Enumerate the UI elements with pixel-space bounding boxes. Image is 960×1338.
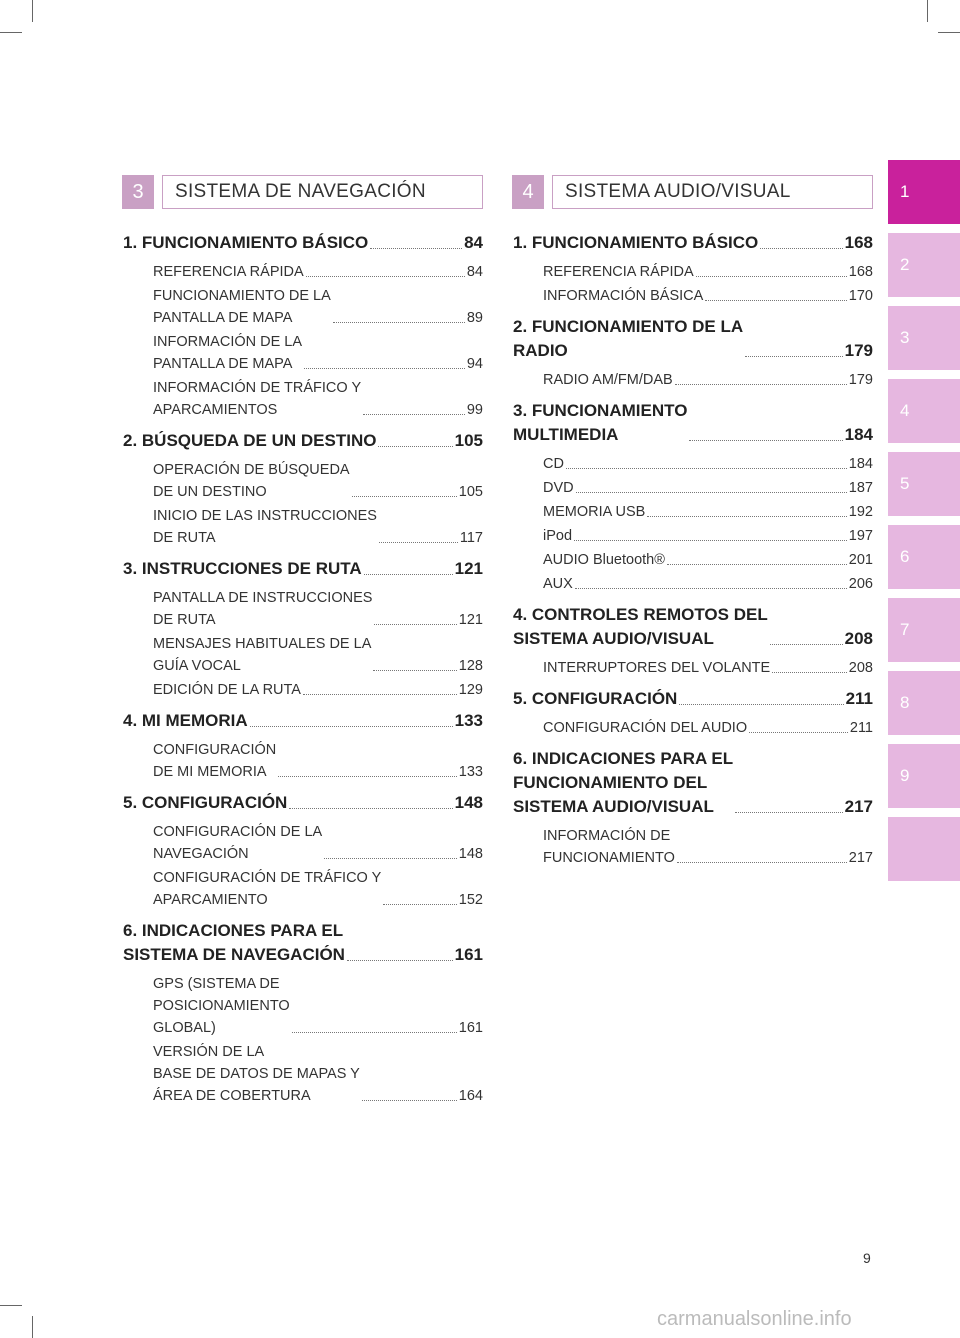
item-title: AUX — [543, 576, 573, 592]
toc-subitems — [123, 261, 483, 421]
item-title: CONFIGURACIÓN DEL AUDIO — [543, 720, 748, 736]
toc-chapter[interactable] — [513, 399, 873, 447]
chapter-page: 184 — [844, 425, 873, 444]
chapter-page: 179 — [844, 341, 873, 360]
item-page: 211 — [849, 720, 873, 736]
chapter-page: 211 — [845, 689, 873, 708]
toc-subitems — [513, 717, 873, 739]
item-title: REFERENCIA RÁPIDA — [543, 264, 694, 280]
chapter-tab[interactable]: 8 — [888, 671, 960, 735]
toc-chapter[interactable] — [513, 603, 873, 651]
crop-mark — [938, 32, 960, 33]
item-title: FUNCIONAMIENTO DE LA PANTALLA DE MAPA — [153, 288, 331, 326]
toc-item[interactable] — [153, 633, 483, 677]
toc-item[interactable] — [153, 505, 483, 549]
toc-item[interactable] — [543, 825, 873, 869]
leader-dots — [696, 276, 847, 277]
toc-item[interactable] — [543, 573, 873, 595]
chapter-page: 84 — [464, 233, 483, 252]
section-number: 4 — [512, 175, 544, 209]
toc-item[interactable] — [153, 459, 483, 503]
toc-item[interactable] — [153, 261, 483, 283]
chapter-page: 148 — [454, 793, 483, 812]
toc-item[interactable] — [153, 331, 483, 375]
leader-dots — [689, 440, 842, 441]
chapter-page: 161 — [454, 945, 483, 964]
item-title: INICIO DE LAS INSTRUCCIONES DE RUTA — [153, 508, 377, 546]
leader-dots — [745, 356, 842, 357]
item-page: 161 — [458, 1020, 483, 1036]
item-page: 192 — [848, 504, 873, 520]
item-title: CONFIGURACIÓN DE MI MEMORIA — [153, 742, 277, 780]
leader-dots — [679, 704, 843, 705]
item-page: 184 — [848, 456, 873, 472]
item-page: 94 — [466, 356, 483, 372]
leader-dots — [383, 904, 457, 905]
item-page: 164 — [458, 1088, 483, 1104]
toc-subitems — [513, 825, 873, 869]
toc-subitems — [123, 821, 483, 911]
toc-item[interactable] — [543, 453, 873, 475]
item-page: 208 — [848, 660, 873, 676]
item-page: 121 — [458, 612, 483, 628]
chapter-tab[interactable]: 7 — [888, 598, 960, 662]
item-page: 99 — [466, 402, 483, 418]
leader-dots — [749, 732, 848, 733]
leader-dots — [304, 368, 465, 369]
leader-dots — [363, 414, 465, 415]
item-page: 206 — [848, 576, 873, 592]
item-page: 105 — [458, 484, 483, 500]
toc-chapter[interactable] — [513, 747, 873, 819]
toc-item[interactable] — [543, 501, 873, 523]
toc-subitems — [513, 261, 873, 307]
toc-chapter[interactable] — [123, 919, 483, 967]
section-header-4 — [512, 175, 873, 209]
item-page: 201 — [848, 552, 873, 568]
chapter-page: 105 — [454, 431, 483, 450]
leader-dots — [675, 384, 847, 385]
chapter-title: 1. FUNCIONAMIENTO BÁSICO — [123, 233, 369, 252]
toc-chapter[interactable] — [123, 429, 483, 453]
item-title: PANTALLA DE INSTRUCCIONES DE RUTA — [153, 590, 373, 628]
leader-dots — [566, 468, 847, 469]
item-page: 197 — [848, 528, 873, 544]
toc-chapter[interactable] — [513, 687, 873, 711]
chapter-tab[interactable]: 1 — [888, 160, 960, 224]
toc-subitems — [123, 459, 483, 549]
section-title: SISTEMA DE NAVEGACIÓN — [162, 175, 483, 209]
crop-mark — [32, 1316, 33, 1338]
crop-mark — [0, 32, 22, 33]
toc-subitems — [513, 369, 873, 391]
chapter-tab[interactable]: 2 — [888, 233, 960, 297]
item-title: INFORMACIÓN DE FUNCIONAMIENTO — [543, 828, 675, 866]
chapter-title: 5. CONFIGURACIÓN — [123, 793, 288, 812]
chapter-page: 133 — [454, 711, 483, 730]
item-title: INFORMACIÓN DE LA PANTALLA DE MAPA — [153, 334, 303, 372]
chapter-tab[interactable]: 9 — [888, 744, 960, 808]
item-title: GPS (SISTEMA DE POSICIONAMIENTO GLOBAL) — [153, 976, 290, 1036]
leader-dots — [347, 960, 453, 961]
section-header-3 — [122, 175, 483, 209]
toc-item[interactable] — [153, 587, 483, 631]
toc-item[interactable] — [153, 377, 483, 421]
toc-chapter[interactable] — [513, 315, 873, 363]
crop-mark — [0, 1305, 22, 1306]
toc-item[interactable] — [543, 369, 873, 391]
chapter-title: 2. BÚSQUEDA DE UN DESTINO — [123, 431, 377, 450]
toc-subitems — [123, 973, 483, 1107]
toc-item[interactable] — [153, 973, 483, 1039]
chapter-title: 6. INDICACIONES PARA EL SISTEMA DE NAVEGACIÓN — [123, 921, 345, 964]
chapter-tab[interactable]: 6 — [888, 525, 960, 589]
leader-dots — [677, 862, 847, 863]
toc-item[interactable] — [543, 549, 873, 571]
item-title: INTERRUPTORES DEL VOLANTE — [543, 660, 771, 676]
item-title: MEMORIA USB — [543, 504, 646, 520]
chapter-tabs — [888, 160, 960, 890]
leader-dots — [333, 322, 465, 323]
item-title: CONFIGURACIÓN DE LA NAVEGACIÓN — [153, 824, 323, 862]
leader-dots — [278, 776, 457, 777]
toc-item[interactable] — [153, 739, 483, 783]
item-page: 133 — [458, 764, 483, 780]
leader-dots — [667, 564, 847, 565]
item-title: OPERACIÓN DE BÚSQUEDA DE UN DESTINO — [153, 462, 350, 500]
chapter-title: 6. INDICACIONES PARA EL FUNCIONAMIENTO DEL SISTEMA AUDIO/VISUAL — [513, 749, 734, 816]
crop-mark — [927, 0, 928, 22]
leader-dots — [772, 672, 847, 673]
leader-dots — [352, 496, 457, 497]
page-number: 9 — [863, 1250, 871, 1266]
leader-dots — [289, 808, 452, 809]
toc-item[interactable] — [153, 285, 483, 329]
item-page: 129 — [458, 682, 483, 698]
toc-chapter[interactable] — [513, 231, 873, 255]
toc-chapter[interactable] — [123, 557, 483, 581]
chapter-title: 1. FUNCIONAMIENTO BÁSICO — [513, 233, 759, 252]
item-page: 84 — [466, 264, 483, 280]
leader-dots — [370, 248, 462, 249]
chapter-page: 168 — [844, 233, 873, 252]
chapter-page: 121 — [454, 559, 483, 578]
leader-dots — [303, 694, 457, 695]
item-title: CD — [543, 456, 564, 472]
toc-item[interactable] — [543, 285, 873, 307]
chapter-page: 217 — [844, 797, 873, 816]
leader-dots — [770, 644, 843, 645]
item-title: CONFIGURACIÓN DE TRÁFICO Y APARCAMIENTO — [153, 870, 382, 908]
leader-dots — [760, 248, 842, 249]
item-page: 128 — [458, 658, 483, 674]
toc-column-navigation — [123, 231, 483, 1107]
item-page: 170 — [848, 288, 873, 304]
toc-chapter[interactable] — [123, 791, 483, 815]
chapter-page: 208 — [844, 629, 873, 648]
item-title: INFORMACIÓN BÁSICA — [543, 288, 704, 304]
chapter-tab[interactable]: 4 — [888, 379, 960, 443]
leader-dots — [364, 574, 453, 575]
toc-item[interactable] — [543, 717, 873, 739]
chapter-tab[interactable] — [888, 817, 960, 881]
toc-item[interactable] — [153, 821, 483, 865]
leader-dots — [373, 670, 456, 671]
leader-dots — [574, 540, 847, 541]
leader-dots — [735, 812, 843, 813]
item-page: 179 — [848, 372, 873, 388]
item-title: RADIO AM/FM/DAB — [543, 372, 673, 388]
leader-dots — [379, 542, 458, 543]
toc-item[interactable] — [153, 1041, 483, 1107]
leader-dots — [292, 1032, 457, 1033]
item-title: INFORMACIÓN DE TRÁFICO Y APARCAMIENTOS — [153, 380, 362, 418]
leader-dots — [378, 446, 452, 447]
toc-column-audio-visual — [513, 231, 873, 869]
item-title: MENSAJES HABITUALES DE LA GUÍA VOCAL — [153, 636, 372, 674]
chapter-title: 4. CONTROLES REMOTOS DEL SISTEMA AUDIO/VISUAL — [513, 605, 768, 648]
leader-dots — [575, 588, 847, 589]
leader-dots — [374, 624, 456, 625]
chapter-tab[interactable]: 3 — [888, 306, 960, 370]
toc-subitems — [123, 739, 483, 783]
item-title: REFERENCIA RÁPIDA — [153, 264, 304, 280]
item-page: 148 — [458, 846, 483, 862]
leader-dots — [324, 858, 457, 859]
crop-mark — [32, 0, 33, 22]
section-title: SISTEMA AUDIO/VISUAL — [552, 175, 873, 209]
item-title: AUDIO Bluetooth® — [543, 552, 665, 568]
chapter-tab[interactable]: 5 — [888, 452, 960, 516]
item-title: VERSIÓN DE LA BASE DE DATOS DE MAPAS Y ÁREA DE COBERTURA — [153, 1044, 360, 1104]
toc-item[interactable] — [543, 525, 873, 547]
leader-dots — [576, 492, 847, 493]
chapter-title: 4. MI MEMORIA — [123, 711, 248, 730]
item-title: EDICIÓN DE LA RUTA — [153, 682, 301, 698]
toc-subitems — [123, 587, 483, 701]
toc-item[interactable] — [153, 867, 483, 911]
leader-dots — [362, 1100, 457, 1101]
section-number: 3 — [122, 175, 154, 209]
chapter-title: 2. FUNCIONAMIENTO DE LA RADIO — [513, 317, 744, 360]
item-page: 217 — [848, 850, 873, 866]
toc-item[interactable] — [543, 261, 873, 283]
leader-dots — [647, 516, 846, 517]
toc-chapter[interactable] — [123, 231, 483, 255]
toc-item[interactable] — [543, 657, 873, 679]
toc-item[interactable] — [153, 679, 483, 701]
chapter-title: 3. INSTRUCCIONES DE RUTA — [123, 559, 362, 578]
item-title: iPod — [543, 528, 573, 544]
item-page: 168 — [848, 264, 873, 280]
leader-dots — [250, 726, 453, 727]
toc-subitems — [513, 657, 873, 679]
leader-dots — [306, 276, 465, 277]
toc-chapter[interactable] — [123, 709, 483, 733]
item-page: 152 — [458, 892, 483, 908]
leader-dots — [705, 300, 846, 301]
chapter-title: 3. FUNCIONAMIENTO MULTIMEDIA — [513, 401, 688, 444]
watermark: carmanualsonline.info — [657, 1308, 852, 1330]
item-page: 117 — [459, 530, 483, 546]
toc-subitems — [513, 453, 873, 595]
item-page: 187 — [848, 480, 873, 496]
item-page: 89 — [466, 310, 483, 326]
item-title: DVD — [543, 480, 574, 496]
toc-item[interactable] — [543, 477, 873, 499]
chapter-title: 5. CONFIGURACIÓN — [513, 689, 678, 708]
